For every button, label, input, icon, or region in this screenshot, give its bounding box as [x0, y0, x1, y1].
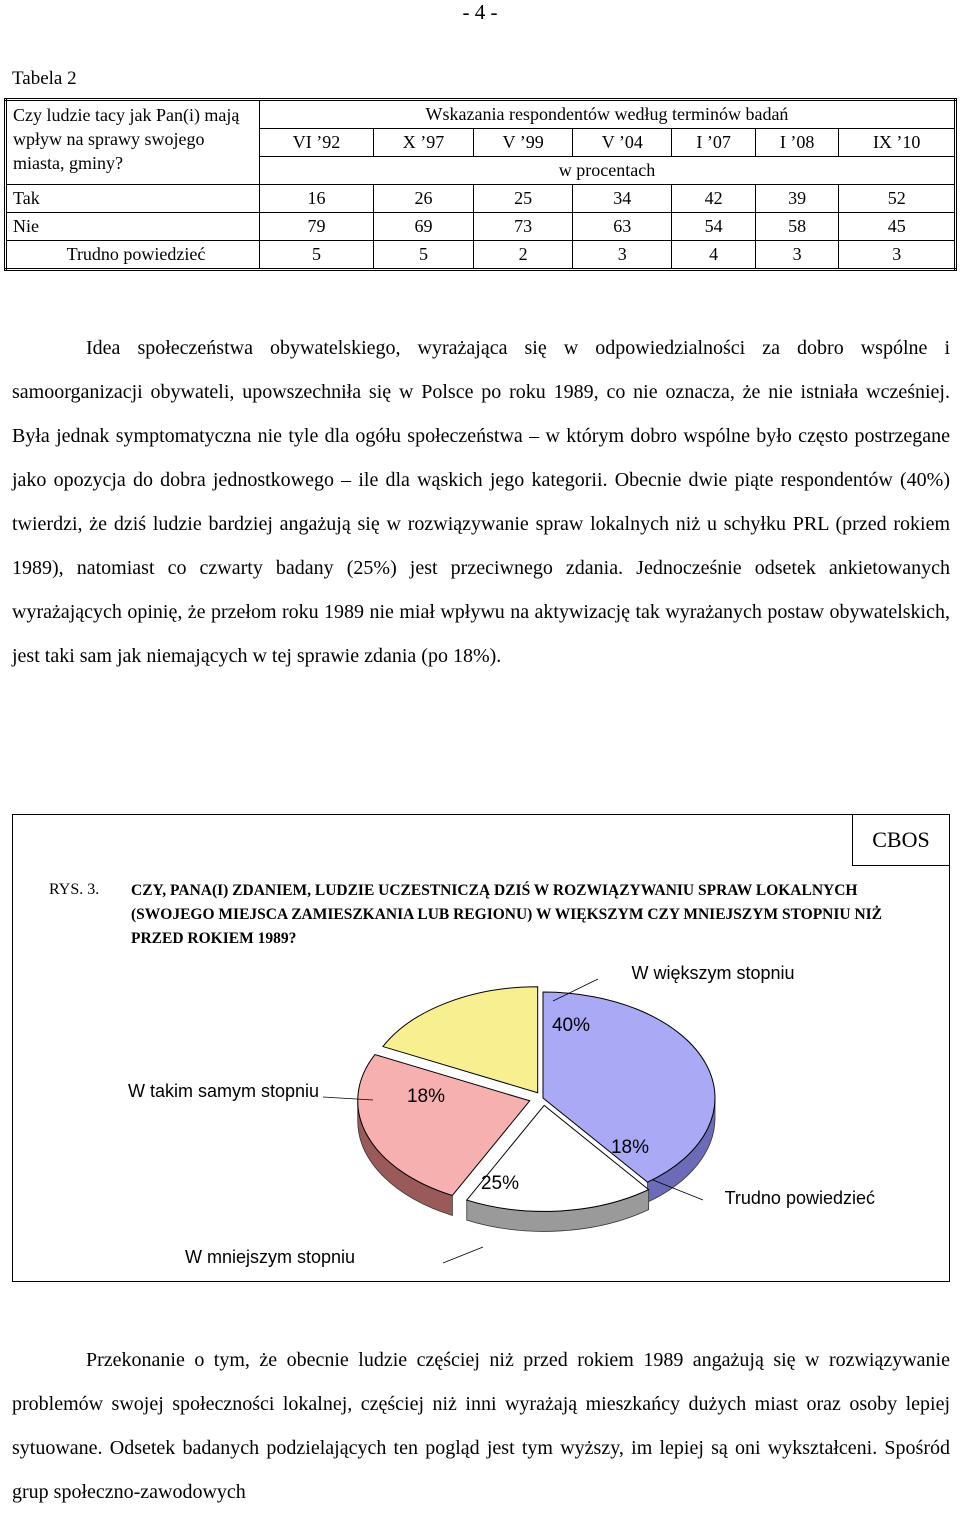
term-header: I ’08: [755, 129, 839, 157]
figure-number: RYS. 3.: [49, 881, 100, 898]
table-row: [6, 185, 956, 213]
table-cell: 25: [474, 185, 573, 213]
table-cell: 42: [672, 185, 756, 213]
slice-value-label: 25%: [480, 1173, 520, 1194]
table-cell: 16: [260, 185, 374, 213]
paragraph-text: Idea społeczeństwa obywatelskiego, wyrażająca się w odpowiedzialności za dobro wspólne i samoorganizacji obywateli, upowszechniła się w Polsce po roku 1989, co nie oznacza, że nie istniała wcześniej. Była jednak symptomatyczna nie tyle dla ogółu społeczeństwa – w którym dobro wspólne było często postrzegane jako opozycja do dobra jednostkowego – ile dla wąskich jego kategorii. Obecnie dwie piąte respondentów (40%) twierdzi, że dziś ludzie bardziej angażują się w rozwiązywanie spraw lokalnych niż u schyłku PRL (przed rokiem 1989), natomiast co czwarty badany (25%) jest przeciwnego zdania. Jednocześnie odsetek ankietowanych wyrażających opinię, że przełom roku 1989 nie miał wpływu na aktywizację tak wyrażanych postaw obywatelskich, jest taki sam jak niemających w tej sprawie zdania (po 18%).: [12, 337, 950, 667]
slice-value-label: 18%: [406, 1086, 446, 1107]
term-header: VI ’92: [260, 129, 374, 157]
term-header: X ’97: [374, 129, 474, 157]
term-header: IX ’10: [839, 129, 956, 157]
figure-box: [12, 814, 950, 1282]
body-paragraph: [12, 326, 950, 678]
table-cell: 73: [474, 213, 573, 241]
body-paragraph-2: [12, 1338, 950, 1514]
slice-name-label: W większym stopniu: [631, 963, 795, 983]
table-cell: 69: [374, 213, 474, 241]
slice-value-label: 18%: [610, 1137, 650, 1158]
table-cell: 5: [260, 241, 374, 270]
table-cell: 58: [755, 213, 839, 241]
table-cell: 3: [839, 241, 956, 270]
paragraph-text: Przekonanie o tym, że obecnie ludzie częściej niż przed rokiem 1989 angażują się w rozwiązywanie problemów swojej społeczności lokalnej, częściej niż inni wyrażają mieszkańcy dużych miast oraz osoby lepiej sytuowane. Odsetek badanych podzielających ten pogląd jest tym wyższy, im lepiej są oni wykształceni. Spośród grup społeczno-zawodowych: [12, 1349, 950, 1503]
figure-title: CZY, PANA(I) ZDANIEM, LUDZIE UCZESTNICZĄ DZIŚ W ROZWIĄZYWANIU SPRAW LOKALNYCH (SWOJEGO MIEJSCA ZAMIESZKANIA LUB REGIONU) W WIĘKSZYM CZY MNIEJSZYM STOPNIU NIŻ PRZED ROKIEM 1989?: [131, 882, 883, 947]
table-question: Czy ludzie tacy jak Pan(i) mają wpływ na sprawy swojego miasta, gminy?: [6, 100, 260, 185]
table-unit: w procentach: [260, 157, 956, 185]
slice-name-label: W mniejszym stopniu: [184, 1247, 355, 1267]
table-cell: 2: [474, 241, 573, 270]
table-cell: 3: [573, 241, 672, 270]
table-cell: 26: [374, 185, 474, 213]
table-cell: 45: [839, 213, 956, 241]
slice-name-label: W takim samym stopniu: [127, 1081, 319, 1101]
leader-line: [443, 1247, 483, 1263]
table-header-top: Wskazania respondentów według terminów badań: [260, 100, 956, 129]
table-cell: 52: [839, 185, 956, 213]
table-cell: 34: [573, 185, 672, 213]
term-header: V ’04: [573, 129, 672, 157]
table-cell: 39: [755, 185, 839, 213]
table-row: [6, 213, 956, 241]
table-cell: 3: [755, 241, 839, 270]
cbos-logo: CBOS: [852, 815, 949, 866]
slice-name-label: Trudno powiedzieć: [724, 1188, 875, 1208]
page-number: - 4 -: [462, 0, 498, 24]
term-header: V ’99: [474, 129, 573, 157]
slice-value-label: 40%: [551, 1015, 591, 1036]
survey-table: [4, 98, 957, 271]
term-header: I ’07: [672, 129, 756, 157]
table-caption: Tabela 2: [12, 68, 77, 89]
row-label: Nie: [6, 213, 260, 241]
row-label: Tak: [6, 185, 260, 213]
pie-chart: [13, 815, 949, 1281]
table-row: [6, 241, 956, 270]
table-cell: 5: [374, 241, 474, 270]
table-cell: 79: [260, 213, 374, 241]
table-cell: 63: [573, 213, 672, 241]
row-label: Trudno powiedzieć: [6, 241, 260, 270]
table-cell: 4: [672, 241, 756, 270]
table-cell: 54: [672, 213, 756, 241]
